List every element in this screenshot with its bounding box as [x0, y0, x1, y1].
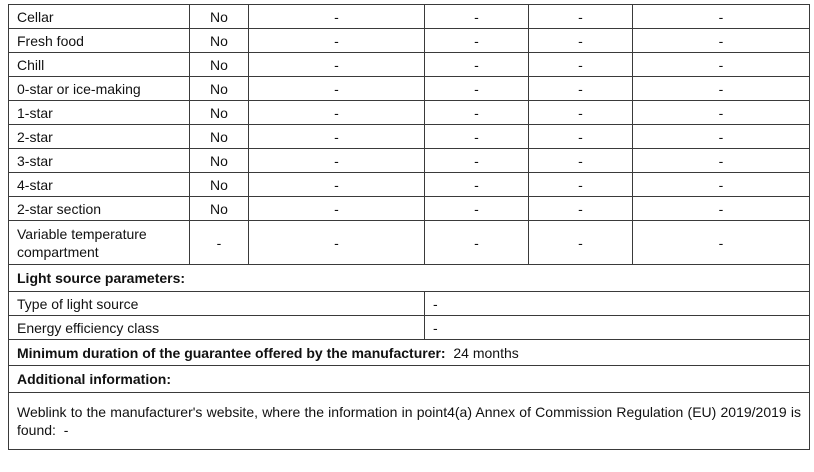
- compartment-value: -: [249, 5, 425, 29]
- compartment-value: -: [425, 53, 529, 77]
- compartment-value: -: [529, 53, 633, 77]
- table-row: [9, 125, 810, 149]
- energy-efficiency-class-value: -: [425, 316, 810, 340]
- compartment-name: Variable temperature compartment: [9, 221, 190, 265]
- compartment-present: No: [190, 53, 249, 77]
- compartment-present: No: [190, 101, 249, 125]
- compartment-value: -: [633, 5, 810, 29]
- compartment-value: -: [529, 101, 633, 125]
- compartment-present: No: [190, 29, 249, 53]
- additional-info-heading: Additional information:: [9, 366, 810, 393]
- compartment-present: No: [190, 173, 249, 197]
- table-row: [9, 101, 810, 125]
- compartment-value: -: [529, 221, 633, 265]
- table-row: [9, 53, 810, 77]
- guarantee-section: [9, 340, 810, 366]
- compartment-value: -: [425, 173, 529, 197]
- compartment-name: Fresh food: [9, 29, 190, 53]
- additional-info-section: [9, 366, 810, 450]
- compartment-value: -: [633, 173, 810, 197]
- compartment-value: -: [633, 29, 810, 53]
- compartment-present: No: [190, 77, 249, 101]
- compartment-present: No: [190, 197, 249, 221]
- compartment-value: -: [425, 197, 529, 221]
- table-row: [9, 149, 810, 173]
- guarantee-label: Minimum duration of the guarantee offered by the manufacturer:: [17, 344, 446, 361]
- energy-efficiency-class-label: Energy efficiency class: [9, 316, 425, 340]
- table-row: [9, 5, 810, 29]
- compartment-value: -: [633, 221, 810, 265]
- compartment-value: -: [633, 101, 810, 125]
- compartment-value: -: [249, 197, 425, 221]
- compartment-value: -: [249, 149, 425, 173]
- compartment-value: -: [633, 125, 810, 149]
- weblink-row: [9, 393, 810, 450]
- table-row: [9, 77, 810, 101]
- compartment-present: No: [190, 149, 249, 173]
- compartment-value: -: [249, 221, 425, 265]
- weblink-value: -: [63, 422, 69, 438]
- compartment-value: -: [249, 173, 425, 197]
- compartment-value: -: [249, 29, 425, 53]
- product-information-table: [8, 4, 810, 450]
- guarantee-row: [9, 340, 810, 366]
- compartment-value: -: [633, 197, 810, 221]
- light-source-type-label: Type of light source: [9, 292, 425, 316]
- compartment-value: -: [425, 5, 529, 29]
- table-row: [9, 29, 810, 53]
- compartment-value: -: [249, 77, 425, 101]
- compartment-value: -: [529, 149, 633, 173]
- compartment-value: -: [425, 77, 529, 101]
- compartment-value: -: [529, 197, 633, 221]
- compartment-name: 2-star: [9, 125, 190, 149]
- compartment-name: Cellar: [9, 5, 190, 29]
- compartment-value: -: [529, 125, 633, 149]
- light-source-heading: Light source parameters:: [9, 265, 810, 292]
- compartment-value: -: [633, 53, 810, 77]
- compartment-present: No: [190, 125, 249, 149]
- compartment-value: -: [425, 29, 529, 53]
- compartment-value: -: [425, 101, 529, 125]
- compartment-value: -: [529, 29, 633, 53]
- compartment-name: 0-star or ice-making: [9, 77, 190, 101]
- compartment-value: -: [249, 53, 425, 77]
- compartment-value: -: [633, 149, 810, 173]
- compartment-value: -: [249, 125, 425, 149]
- compartment-present: No: [190, 5, 249, 29]
- light-source-type-value: -: [425, 292, 810, 316]
- compartment-name: 3-star: [9, 149, 190, 173]
- compartment-value: -: [249, 101, 425, 125]
- table-row: [9, 221, 810, 265]
- compartment-value: -: [529, 77, 633, 101]
- table-row: [9, 173, 810, 197]
- compartment-rows: [9, 5, 810, 265]
- compartment-value: -: [425, 125, 529, 149]
- compartment-name: Chill: [9, 53, 190, 77]
- compartment-value: -: [425, 149, 529, 173]
- compartment-present: -: [190, 221, 249, 265]
- guarantee-value: 24 months: [453, 344, 519, 361]
- compartment-value: -: [633, 77, 810, 101]
- compartment-name: 4-star: [9, 173, 190, 197]
- compartment-value: -: [529, 5, 633, 29]
- compartment-value: -: [529, 173, 633, 197]
- light-source-section: [9, 265, 810, 340]
- compartment-name: 2-star section: [9, 197, 190, 221]
- weblink-text: Weblink to the manufacturer's website, where the information in point4(a) Annex of Commission Regulation (EU) 2019/2019 is found:: [17, 404, 801, 438]
- table-row: [9, 197, 810, 221]
- compartment-value: -: [425, 221, 529, 265]
- compartment-name: 1-star: [9, 101, 190, 125]
